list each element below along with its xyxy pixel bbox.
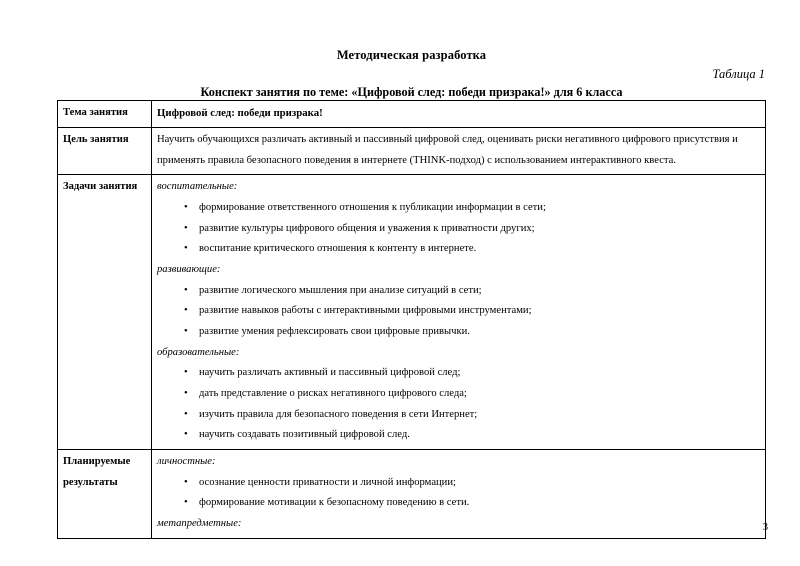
goal-text: Научить обучающихся различать активный и пассивный цифровой след, оценивать риски негативного цифрового присутствия и применять правила безопасного поведения в интернете (THINK-подход) с использованием интерактивного квеста.: [157, 134, 738, 166]
objectives-group-1: [157, 260, 761, 343]
list-item: • осознание ценности приватности и личной информации;: [199, 473, 761, 494]
page-number: 3: [762, 522, 768, 533]
table-row-results: [58, 449, 766, 538]
list-item: • научить создавать позитивный цифровой след.: [199, 425, 761, 446]
lesson-plan-table: [57, 100, 766, 539]
list-item: • развитие умения рефлексировать свои цифровые привычки.: [199, 322, 761, 343]
list-item: • воспитание критического отношения к контенту в интернете.: [199, 239, 761, 260]
row-label-goal: Цель занятия: [58, 128, 152, 175]
topic-text: Цифровой след: победи призрака!: [157, 107, 323, 119]
objectives-group-2: [157, 343, 761, 446]
table-row-objectives: [58, 175, 766, 450]
list-item: • дать представление о рисках негативного цифрового следа;: [199, 384, 761, 405]
table-row-goal: [58, 128, 766, 175]
row-value-results: [152, 449, 766, 538]
group-heading: образовательные:: [157, 346, 240, 358]
table-caption: Таблица 1: [712, 67, 765, 81]
objectives-group-0: [157, 177, 761, 260]
group-heading: развивающие:: [157, 263, 221, 275]
list-item: • формирование мотивации к безопасному поведению в сети.: [199, 493, 761, 514]
row-label-objectives: Задачи занятия: [58, 175, 152, 450]
row-value-objectives: [152, 175, 766, 450]
group-bullet-list: [157, 473, 761, 514]
list-item: • развитие культуры цифрового общения и уважения к приватности других;: [199, 219, 761, 240]
row-value-goal: [152, 128, 766, 175]
list-item: • развитие логического мышления при анализе ситуаций в сети;: [199, 281, 761, 302]
list-item: • изучить правила для безопасного поведения в сети Интернет;: [199, 405, 761, 426]
row-label-results: Планируемые результаты: [58, 449, 152, 538]
list-item: • научить различать активный и пассивный цифровой след;: [199, 363, 761, 384]
group-bullet-list: [157, 198, 761, 260]
row-value-topic: [152, 101, 766, 128]
group-bullet-list: [157, 281, 761, 343]
row-label-topic: Тема занятия: [58, 101, 152, 128]
group-heading: воспитательные:: [157, 181, 238, 193]
group-bullet-list: [157, 363, 761, 446]
document-title: Методическая разработка: [336, 48, 487, 62]
group-heading: личностные:: [157, 455, 216, 467]
list-item: • формирование ответственного отношения к публикации информации в сети;: [199, 198, 761, 219]
document-subtitle: Конспект занятия по теме: «Цифровой след: победи призрака!» для 6 класса: [200, 85, 623, 99]
results-group-0: [157, 452, 761, 514]
list-item: • развитие навыков работы с интерактивными цифровыми инструментами;: [199, 301, 761, 322]
results-group-1: [157, 514, 761, 535]
group-heading: метапредметные:: [157, 517, 242, 529]
table-row-topic: [58, 101, 766, 128]
